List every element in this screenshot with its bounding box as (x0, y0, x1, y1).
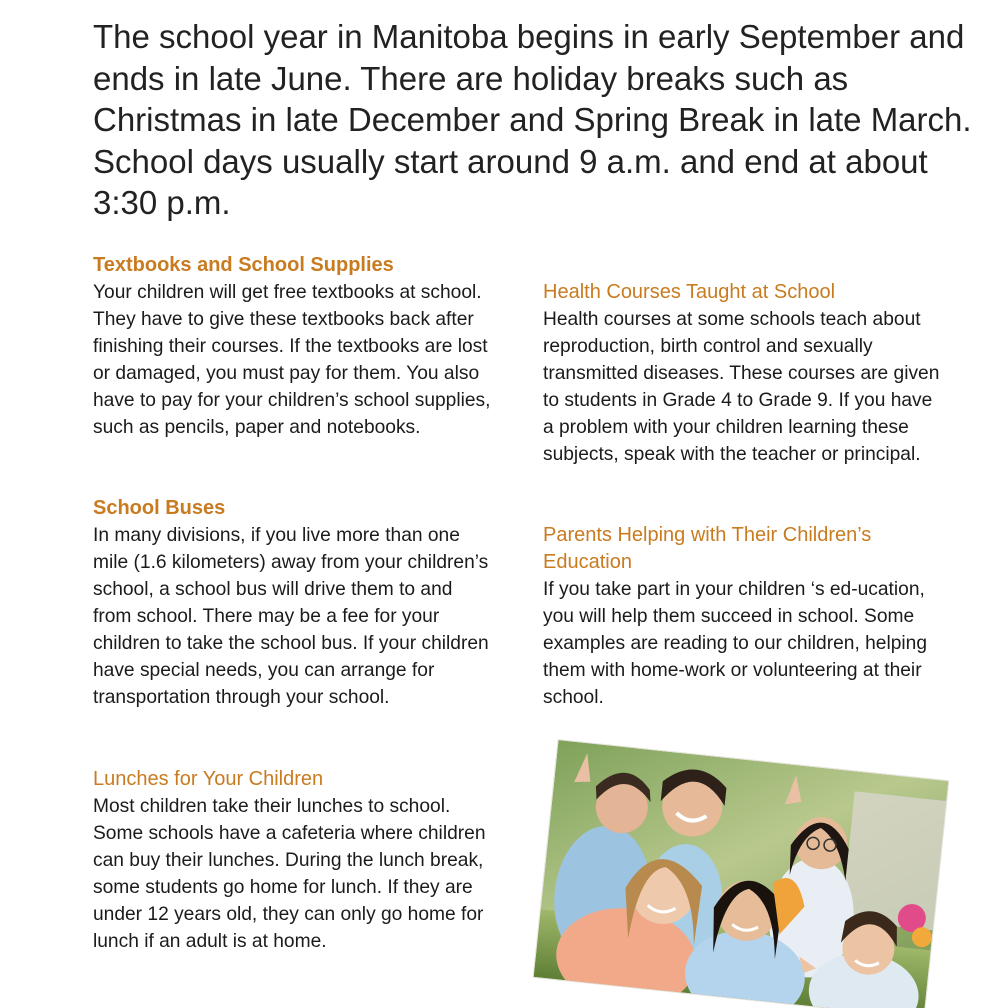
children-photo-illustration (534, 740, 949, 1008)
section-body-lunches: Most children take their lunches to school. Some schools have a cafeteria where children can buy their lunches. During the lunch break, some students go home for lunch. If they are under 12 years old, they can only go home for lunch if an adult is at home. (93, 796, 486, 952)
section-parents-helping (543, 522, 943, 711)
section-heading-parents-helping: Parents Helping with Their Children’s Education (543, 524, 872, 573)
section-body-health-courses: Health courses at some schools teach about reproduction, birth control and sexually transmitted diseases. These courses are given to students in Grade 4 to Grade 9. If you have a problem with your children learning these subjects, speak with the teacher or principal. (543, 309, 940, 465)
section-body-textbooks: Your children will get free textbooks at school. They have to give these textbooks back after finishing their courses. If the textbooks are lost or damaged, you must pay for them. You also have to pay for your children’s school supplies, such as pencils, paper and notebooks. (93, 282, 491, 438)
section-lunches (93, 766, 493, 955)
section-textbooks (93, 252, 493, 441)
section-health-courses (543, 279, 943, 468)
children-group-photo (534, 740, 949, 1008)
section-heading-school-buses: School Buses (93, 497, 226, 519)
section-heading-lunches: Lunches for Your Children (93, 768, 324, 790)
intro-paragraph: The school year in Manitoba begins in early September and ends in late June. There are holiday breaks such as Christmas in late December and Spring Break in late March. School days usually start around 9 a.m. and end at about 3:30 p.m. (93, 18, 972, 222)
section-body-parents-helping: If you take part in your children ‘s ed-ucation, you will help them succeed in school. Some examples are reading to our children, helping them with home-work or volunteering at their school. (543, 579, 927, 708)
section-school-buses (93, 495, 493, 711)
section-body-school-buses: In many divisions, if you live more than one mile (1.6 kilometers) away from your children’s school, a school bus will drive them to and from school. There may be a fee for your children to take the school bus. If your children have special needs, you can arrange for transportation through your school. (93, 525, 489, 708)
section-heading-health-courses: Health Courses Taught at School (543, 281, 836, 303)
section-heading-textbooks: Textbooks and School Supplies (93, 254, 394, 276)
